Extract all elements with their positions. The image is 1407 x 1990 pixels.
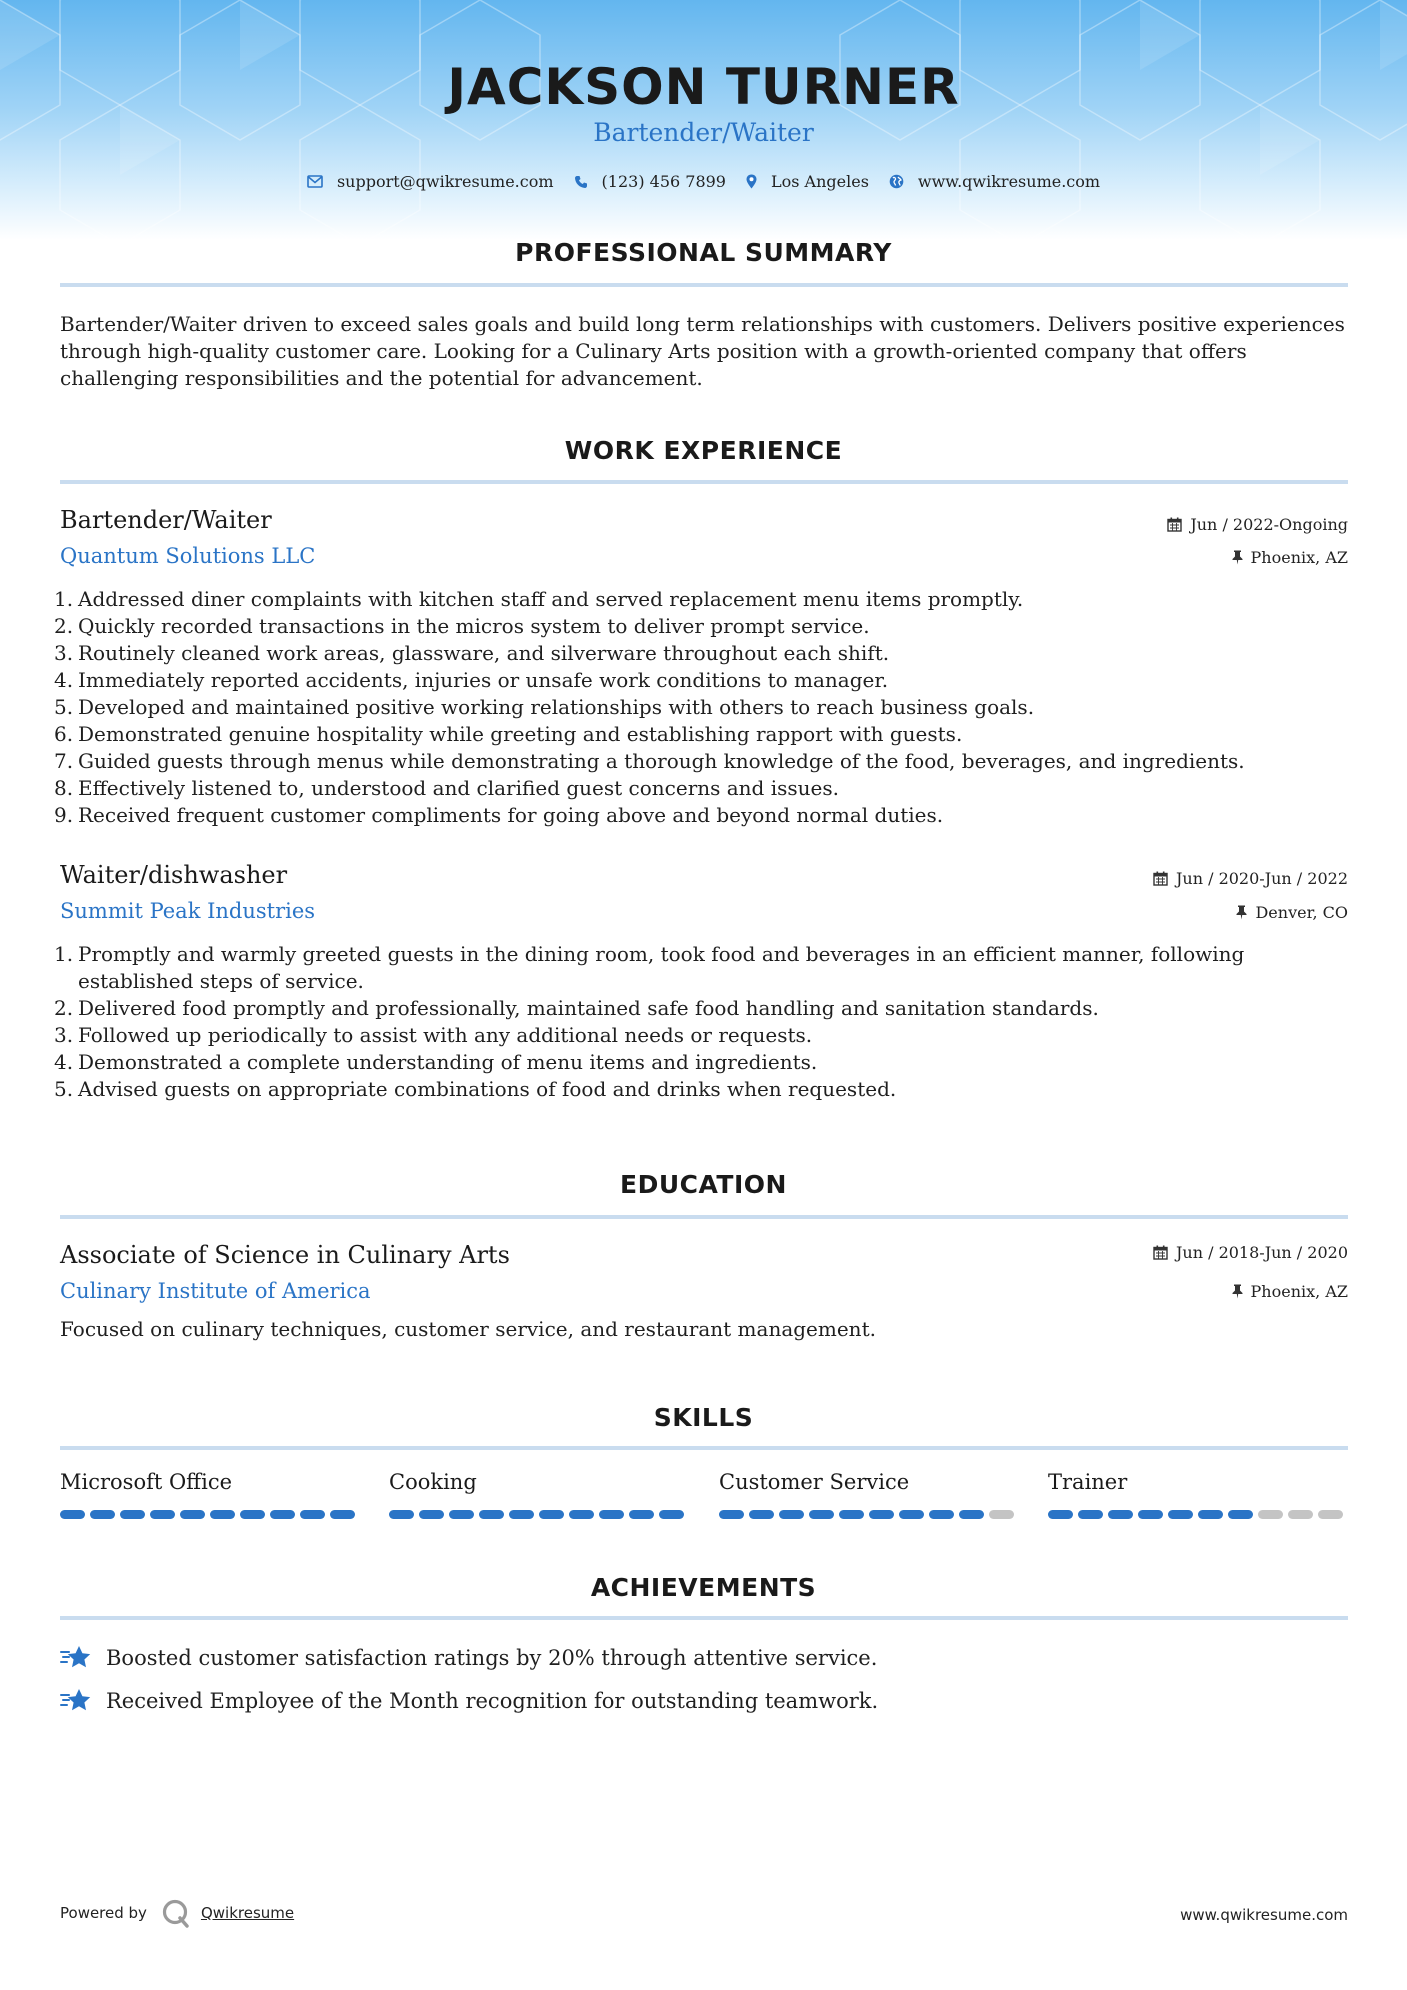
- powered-by-label: Powered by: [60, 1904, 147, 1922]
- skill-item: [719, 1470, 1019, 1519]
- achievement-text: Received Employee of the Month recognition for outstanding teamwork.: [106, 1689, 879, 1713]
- contact-location: [746, 172, 869, 191]
- education-description: Focused on culinary techniques, customer service, and restaurant management.: [60, 1317, 876, 1341]
- location-text: Los Angeles: [770, 172, 869, 191]
- degree-title: Associate of Science in Culinary Arts: [60, 1241, 510, 1269]
- summary-text: Bartender/Waiter driven to exceed sales goals and build long term relationships with customers. Delivers positive experiences through high-quality customer care. Looking for a Culinary Arts position with a growth-oriented company that offers challenging responsibilities and the potential for advancement.: [60, 312, 1345, 390]
- list-item: 5. Advised guests on appropriate combinations of food and drinks when requested.: [54, 1077, 897, 1101]
- skill-level-segment-filled: [1078, 1510, 1103, 1519]
- achievement-item: [60, 1688, 878, 1714]
- list-item: 5. Developed and maintained positive working relationships with others to reach business goals.: [54, 695, 1035, 719]
- calendar-icon: [1167, 517, 1182, 532]
- job-location: [1236, 903, 1348, 922]
- skill-level-segment-filled: [539, 1510, 564, 1519]
- phone-icon: [574, 175, 588, 189]
- skill-level-segment-filled: [959, 1510, 984, 1519]
- pushpin-icon: [1232, 1284, 1243, 1299]
- skill-level-segment-filled: [210, 1510, 235, 1519]
- education-heading: EDUCATION: [620, 1170, 787, 1199]
- skills-heading: SKILLS: [653, 1403, 754, 1432]
- company-name: Summit Peak Industries: [60, 899, 316, 923]
- summary-heading: PROFESSIONAL SUMMARY: [515, 238, 892, 267]
- skill-level-segment-filled: [90, 1510, 115, 1519]
- skill-level-segment-filled: [60, 1510, 85, 1519]
- skill-level-segment-filled: [300, 1510, 325, 1519]
- skill-level-segment-filled: [869, 1510, 894, 1519]
- skill-level-segment-filled: [1108, 1510, 1133, 1519]
- list-item: 9. Received frequent customer compliments for going above and beyond normal duties.: [54, 803, 944, 827]
- skills-list: [60, 1470, 1350, 1530]
- skill-level-segment-filled: [929, 1510, 954, 1519]
- education-location: [1232, 1282, 1348, 1301]
- skill-level-segment-filled: [180, 1510, 205, 1519]
- list-item: 2. Delivered food promptly and professionally, maintained safe food handling and sanitation standards.: [54, 996, 1099, 1020]
- job-title: Bartender/Waiter: [60, 506, 272, 534]
- email-text: support@qwikresume.com: [336, 172, 554, 191]
- star-icon: [60, 1645, 92, 1671]
- skill-level-segment-filled: [479, 1510, 504, 1519]
- skill-level-segment-filled: [1048, 1510, 1073, 1519]
- skill-level-segment-filled: [899, 1510, 924, 1519]
- candidate-role: Bartender/Waiter: [593, 118, 814, 147]
- job-title: Waiter/dishwasher: [60, 861, 288, 889]
- skill-level-segment-empty: [989, 1510, 1014, 1519]
- job-location: [1232, 548, 1348, 567]
- education-divider: [60, 1215, 1348, 1219]
- list-item: 7. Guided guests through menus while demonstrating a thorough knowledge of the food, beverages, and ingredients.: [54, 749, 1245, 773]
- star-icon: [60, 1688, 92, 1714]
- pushpin-icon: [1236, 905, 1247, 920]
- qwikresume-link[interactable]: Qwikresume: [200, 1904, 295, 1922]
- list-item: 2. Quickly recorded transactions in the micros system to deliver prompt service.: [54, 614, 870, 638]
- pushpin-icon: [1232, 550, 1243, 565]
- job-dates-text: Jun / 2022-Ongoing: [1190, 515, 1348, 534]
- skill-level-segment-filled: [150, 1510, 175, 1519]
- skill-level-segment-filled: [120, 1510, 145, 1519]
- skill-level-segment-filled: [1138, 1510, 1163, 1519]
- list-item: 3. Routinely cleaned work areas, glassware, and silverware throughout each shift.: [54, 641, 890, 665]
- job-dates: [1167, 515, 1348, 534]
- list-item: 4. Demonstrated a complete understanding of menu items and ingredients.: [54, 1050, 818, 1074]
- skill-level-segment-filled: [599, 1510, 624, 1519]
- skill-level-segment-filled: [330, 1510, 355, 1519]
- skill-name: Trainer: [1048, 1470, 1128, 1494]
- education-dates: [1153, 1243, 1348, 1262]
- skill-level-segment-empty: [1288, 1510, 1313, 1519]
- skill-level-segment-filled: [839, 1510, 864, 1519]
- skill-level-segment-filled: [569, 1510, 594, 1519]
- skills-divider: [60, 1446, 1348, 1450]
- job-duties-list: [48, 941, 1298, 1103]
- skill-level-segment-filled: [419, 1510, 444, 1519]
- job-duties-list: [48, 586, 1298, 829]
- skill-level-bar: [389, 1510, 689, 1519]
- contact-bar: [0, 172, 1407, 191]
- achievement-item: [60, 1645, 877, 1671]
- skill-name: Customer Service: [719, 1470, 910, 1494]
- skill-item: [389, 1470, 689, 1519]
- list-item: 6. Demonstrated genuine hospitality while greeting and establishing rapport with guests.: [54, 722, 963, 746]
- job-dates: [1153, 869, 1348, 888]
- footer-website-link[interactable]: www.qwikresume.com: [1180, 1906, 1348, 1924]
- skill-item: [1048, 1470, 1348, 1519]
- map-pin-icon: [746, 174, 757, 189]
- skill-level-segment-filled: [749, 1510, 774, 1519]
- list-item: 4. Immediately reported accidents, injuries or unsafe work conditions to manager.: [54, 668, 889, 692]
- summary-divider: [60, 283, 1348, 287]
- achievements-heading: ACHIEVEMENTS: [590, 1573, 817, 1602]
- skill-level-segment-empty: [1258, 1510, 1283, 1519]
- experience-heading: WORK EXPERIENCE: [564, 436, 843, 465]
- job-location-text: Phoenix, AZ: [1250, 548, 1348, 567]
- experience-divider: [60, 480, 1348, 484]
- calendar-icon: [1153, 871, 1168, 886]
- contact-website[interactable]: [889, 172, 1100, 191]
- list-item: 1. Promptly and warmly greeted guests in the dining room, took food and beverages in an efficient manner, following established steps of service.: [54, 942, 1245, 993]
- list-item: 8. Effectively listened to, understood and clarified guest concerns and issues.: [54, 776, 839, 800]
- candidate-name: JACKSON TURNER: [447, 58, 960, 116]
- phone-text: (123) 456 7899: [601, 172, 726, 191]
- achievement-text: Boosted customer satisfaction ratings by 20% through attentive service.: [106, 1646, 878, 1670]
- qwikresume-logo-icon: [161, 1898, 191, 1928]
- school-name: Culinary Institute of America: [60, 1279, 371, 1303]
- skill-level-bar: [719, 1510, 1019, 1519]
- skill-level-segment-filled: [1198, 1510, 1223, 1519]
- education-dates-text: Jun / 2018-Jun / 2020: [1175, 1243, 1348, 1262]
- skill-level-segment-filled: [240, 1510, 265, 1519]
- skill-level-bar: [60, 1510, 360, 1519]
- skill-name: Microsoft Office: [60, 1470, 233, 1494]
- education-location-text: Phoenix, AZ: [1250, 1282, 1348, 1301]
- skill-level-segment-filled: [1168, 1510, 1193, 1519]
- skill-level-segment-filled: [659, 1510, 684, 1519]
- contact-phone[interactable]: [574, 172, 726, 191]
- envelope-icon: [307, 175, 323, 188]
- skill-level-segment-filled: [809, 1510, 834, 1519]
- website-text: www.qwikresume.com: [917, 172, 1101, 191]
- skill-level-segment-filled: [1228, 1510, 1253, 1519]
- footer-powered-by: [60, 1898, 294, 1928]
- globe-icon: [889, 174, 904, 189]
- skill-level-segment-filled: [779, 1510, 804, 1519]
- contact-email[interactable]: [307, 172, 554, 191]
- company-name: Quantum Solutions LLC: [60, 544, 316, 568]
- skill-level-segment-filled: [389, 1510, 414, 1519]
- skill-level-segment-empty: [1318, 1510, 1343, 1519]
- job-location-text: Denver, CO: [1255, 903, 1348, 922]
- skill-level-segment-filled: [629, 1510, 654, 1519]
- skill-item: [60, 1470, 360, 1519]
- skill-name: Cooking: [389, 1470, 477, 1494]
- skill-level-bar: [1048, 1510, 1348, 1519]
- skill-level-segment-filled: [509, 1510, 534, 1519]
- list-item: 3. Followed up periodically to assist with any additional needs or requests.: [54, 1023, 813, 1047]
- skill-level-segment-filled: [719, 1510, 744, 1519]
- calendar-icon: [1153, 1245, 1168, 1260]
- job-dates-text: Jun / 2020-Jun / 2022: [1175, 869, 1348, 888]
- skill-level-segment-filled: [449, 1510, 474, 1519]
- achievements-divider: [60, 1616, 1348, 1620]
- list-item: 1. Addressed diner complaints with kitchen staff and served replacement menu items promptly.: [54, 587, 1024, 611]
- skill-level-segment-filled: [270, 1510, 295, 1519]
